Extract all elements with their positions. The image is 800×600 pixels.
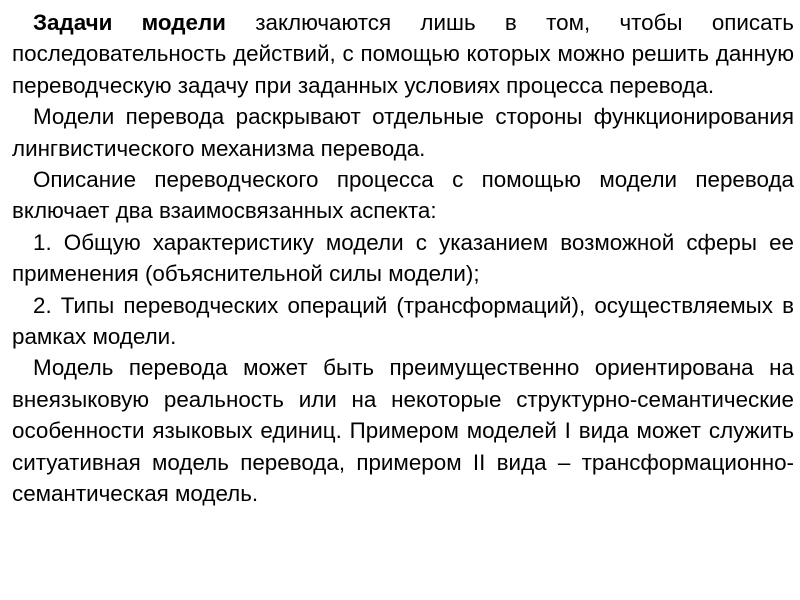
list-item-2 (12, 290, 794, 353)
list-item-text: 1. Общую характеристику модели с указанием возможной сферы ее применения (объяснительной силы модели); (12, 229, 794, 287)
paragraph-process-description (12, 164, 794, 227)
paragraph-text: Модели перевода раскрывают отдельные стороны функционирования лингвистического механизма перевода. (12, 104, 794, 161)
paragraph-text: заключаются лишь в том, чтобы описать последовательность действий, с помощью которых можно решить данную переводческую задачу при заданных условиях процесса перевода. (12, 10, 794, 98)
slide-body (12, 7, 794, 510)
paragraph-model-aspects (12, 101, 794, 164)
paragraph-model-tasks (12, 7, 794, 101)
paragraph-text: Описание переводческого процесса с помощью модели перевода включает два взаимосвязанных аспекта: (12, 167, 794, 224)
list-item-text: 2. Типы переводческих операций (трансформаций), осуществляемых в рамках модели. (12, 292, 794, 350)
paragraph-model-orientation (12, 352, 794, 509)
paragraph-lead: Задачи модели (33, 10, 226, 35)
list-item-1 (12, 227, 794, 290)
paragraph-text: Модель перевода может быть преимущественно ориентирована на внеязыковую реальность или на некоторые структурно-семантические особенности языковых единиц. Примером моделей I вида может служить ситуативная модель перевода, примером II вида – трансформационно-семантическая модель. (12, 355, 794, 507)
